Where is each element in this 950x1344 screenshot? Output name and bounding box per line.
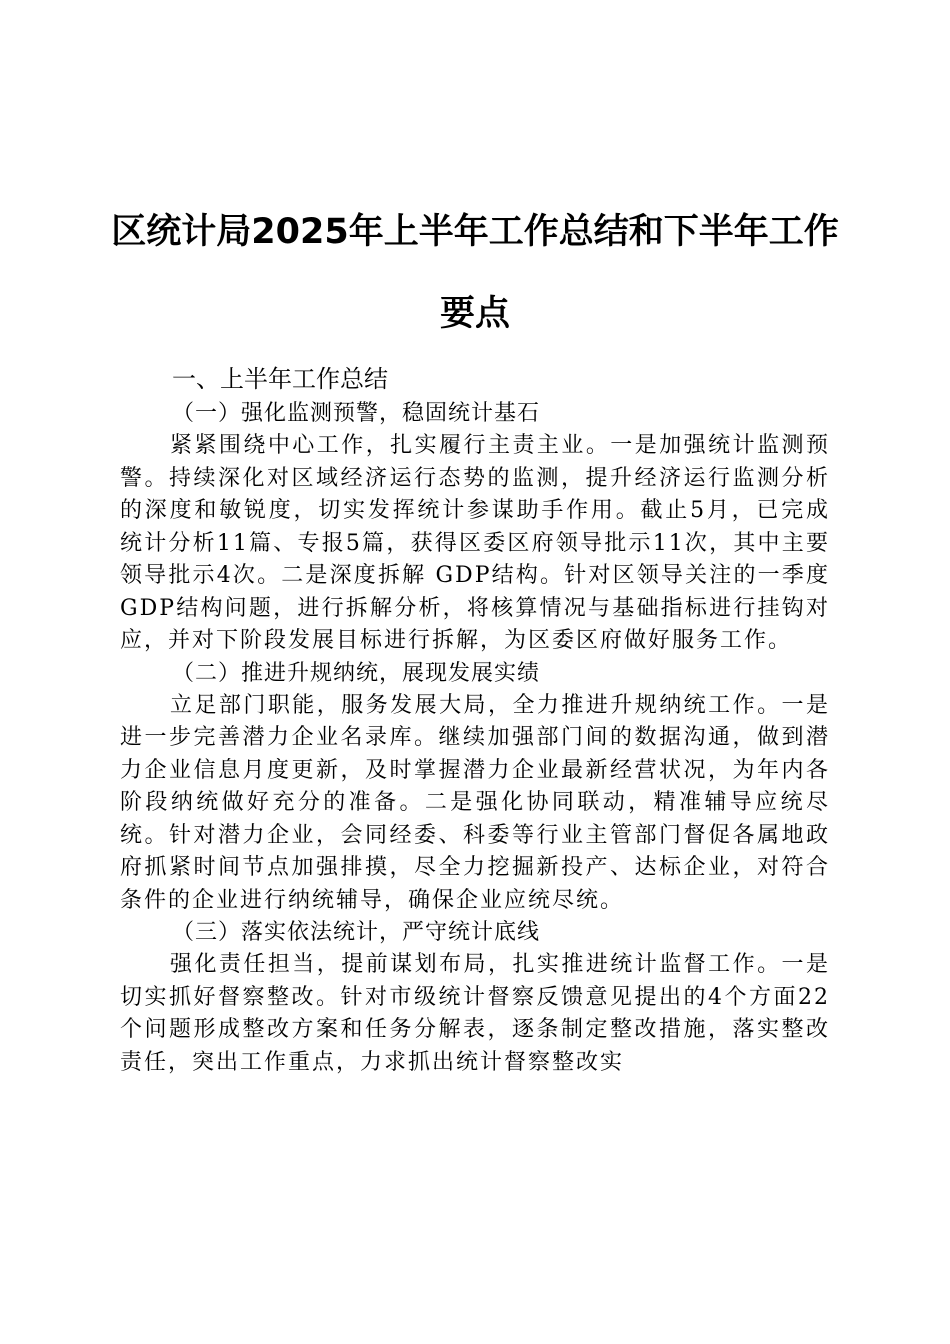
- document-body: [120, 360, 830, 1079]
- document-title: 区统计局2025年上半年工作总结和下半年工作要点: [111, 212, 839, 335]
- section-heading-summary: 一、上半年工作总结: [172, 365, 388, 393]
- paragraph-3: 强化责任担当，提前谋划布局，扎实推进统计监督工作。一是切实抓好督察整改。针对市级统计督察反馈意见提出的4个方面22个问题形成整改方案和任务分解表，逐条制定整改措施，落实整改责任，突出工作重点，力求抓出统计督察整改实: [120, 952, 830, 1075]
- subsection-heading-1: （一）强化监测预警，稳固统计基石: [172, 401, 541, 426]
- subsection-heading-2: （二）推进升规纳统，展现发展实绩: [172, 660, 541, 686]
- paragraph-2: 立足部门职能，服务发展大局，全力推进升规纳统工作。一是进一步完善潜力企业名录库。继续加强部门间的数据沟通，做到潜力企业信息月度更新，及时掌握潜力企业最新经营状况，为年内各阶段纳统做好充分的准备。二是强化协同联动，精准辅导应统尽统。针对潜力企业，会同经委、科委等行业主管部门督促各属地政府抓紧时间节点加强排摸，尽全力挖掘新投产、达标企业，对符合条件的企业进行纳统辅导，确保企业应统尽统。: [120, 692, 830, 913]
- subsection-heading-3: （三）落实依法统计，严守统计底线: [172, 920, 541, 945]
- paragraph-1: 紧紧围绕中心工作，扎实履行主责主业。一是加强统计监测预警。持续深化对区域经济运行态势的监测，提升经济运行监测分析的深度和敏锐度，切实发挥统计参谋助手作用。截止5月，已完成统计分析11篇、专报5篇，获得区委区府领导批示11次，其中主要领导批示4次。二是深度拆解 GDP结构。针对区领导关注的一季度GDP结构问题，进行拆解分析，将核算情况与基础指标进行挂钩对应，并对下阶段发展目标进行拆解，为区委区府做好服务工作。: [120, 433, 830, 653]
